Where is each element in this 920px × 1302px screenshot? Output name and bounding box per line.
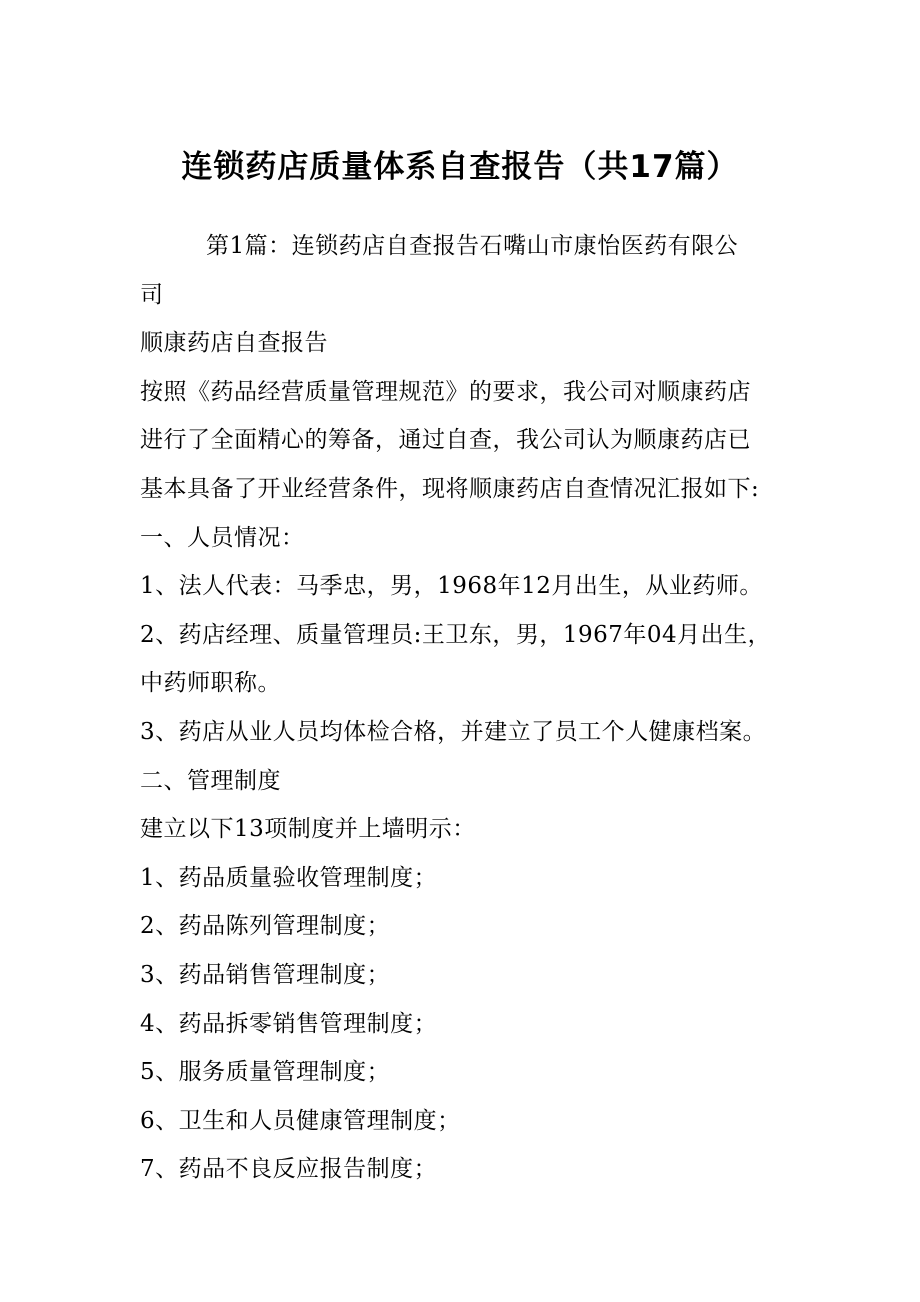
paragraph-line: 进行了全面精心的筹备，通过自查，我公司认为顺康药店已	[140, 427, 751, 454]
list-item: 6、卫生和人员健康管理制度；	[140, 1107, 461, 1134]
list-item: 5、服务质量管理制度；	[140, 1059, 391, 1086]
list-item: 2、药品陈列管理制度；	[140, 913, 391, 940]
list-item: 2、药店经理、质量管理员:王卫东，男，1967年04月出生，	[140, 621, 772, 648]
article-heading-line: 第1篇：连锁药店自查报告石嘴山市康怡医药有限公	[206, 233, 739, 259]
paragraph-line: 基本具备了开业经营条件，现将顺康药店自查情况汇报如下:	[140, 475, 760, 502]
document-title: 连锁药店质量体系自查报告（共17篇）	[181, 149, 739, 185]
section-heading-management: 二、管理制度	[140, 767, 281, 794]
paragraph-line: 建立以下13项制度并上墙明示：	[140, 816, 476, 843]
section-heading-personnel: 一、人员情况：	[140, 524, 305, 551]
list-item-continuation: 中药师职称。	[140, 670, 281, 697]
article-heading-continuation: 司	[140, 281, 164, 308]
list-item: 3、药品销售管理制度；	[140, 961, 391, 988]
document-body	[140, 222, 788, 1194]
list-item: 1、药品质量验收管理制度；	[140, 864, 438, 891]
report-subtitle: 顺康药店自查报告	[140, 330, 328, 357]
paragraph-line: 按照《药品经营质量管理规范》的要求，我公司对顺康药店	[140, 378, 751, 405]
list-item: 3、药店从业人员均体检合格，并建立了员工个人健康档案。	[140, 718, 767, 745]
list-item: 7、药品不良反应报告制度；	[140, 1156, 438, 1183]
list-item: 4、药品拆零销售管理制度；	[140, 1010, 438, 1037]
list-item: 1、法人代表：马季忠，男，1968年12月出生，从业药师。	[140, 573, 763, 600]
